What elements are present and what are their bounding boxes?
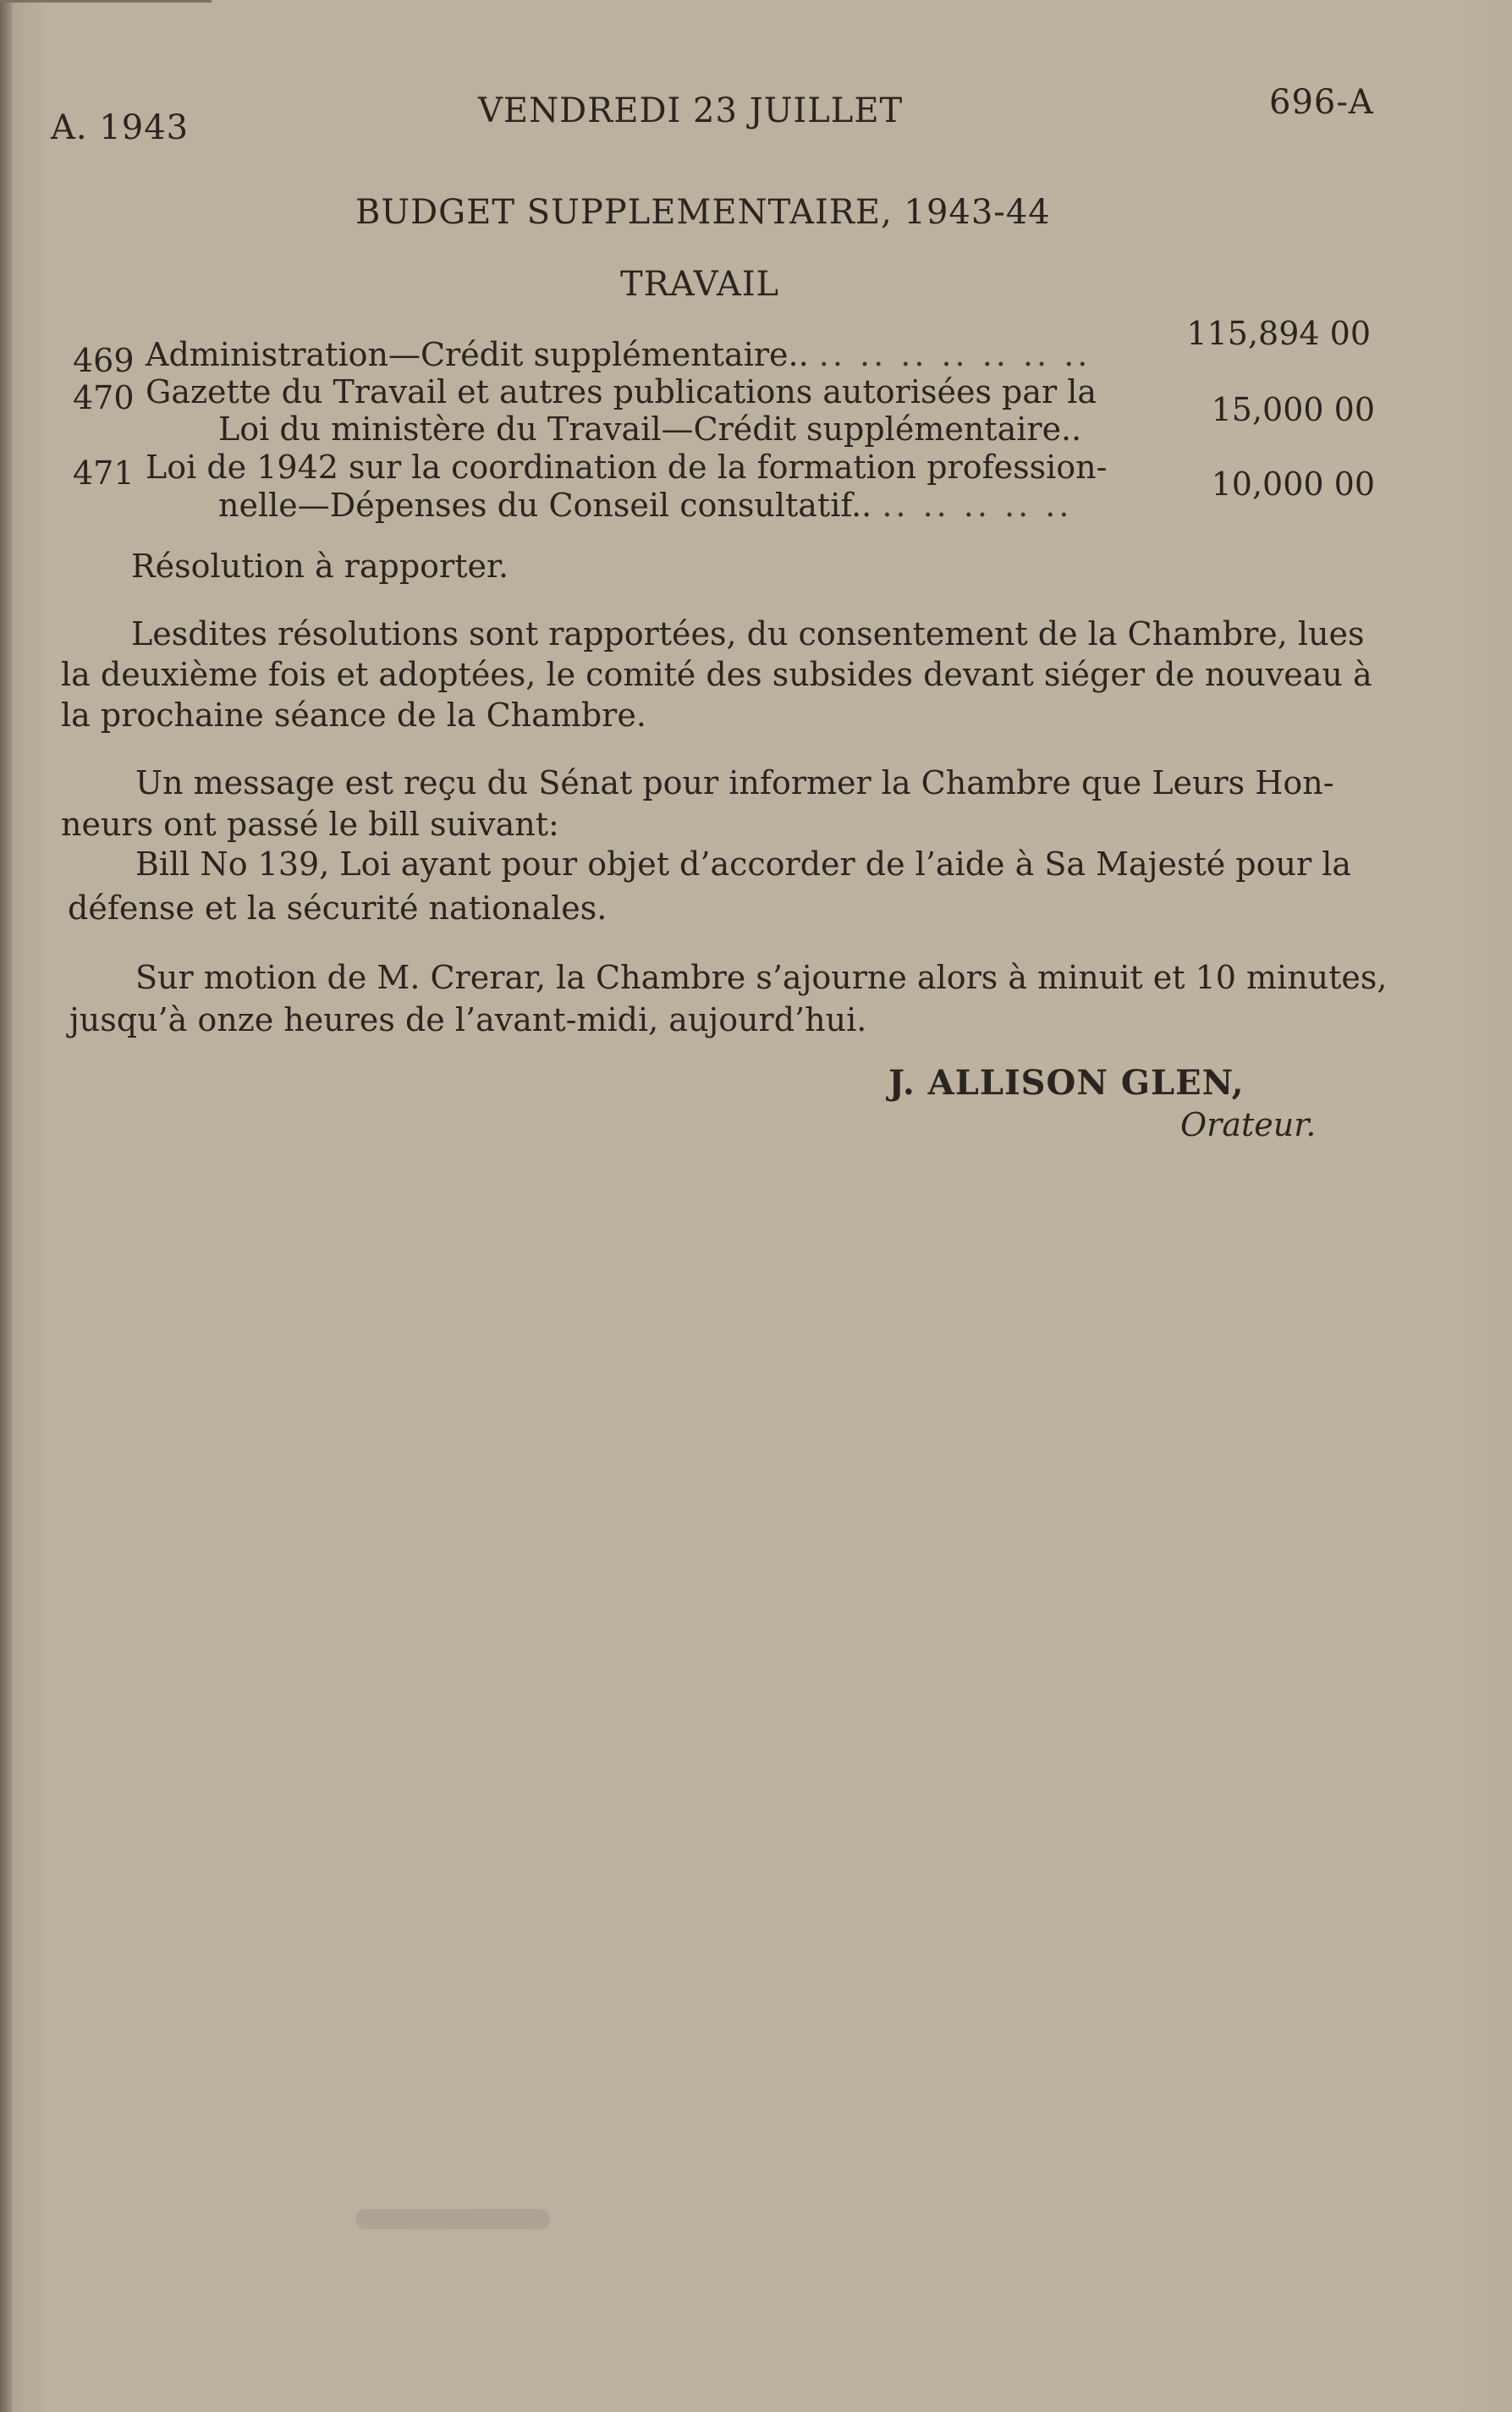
dot-leaders: .. .. .. .. .. .. .. [818, 336, 1091, 373]
item-470-line-2: Loi du ministère du Travail—Crédit supplémentaire.. [218, 410, 1082, 448]
signature-name: J. ALLISON GLEN, [888, 1063, 1245, 1103]
dot-leaders: .. .. .. .. .. [882, 487, 1073, 524]
signature-title: Orateur. [1180, 1106, 1317, 1143]
header-page-number: 696-A [1269, 83, 1374, 122]
item-469-line-1 [146, 336, 1091, 373]
item-number: 469 [73, 342, 135, 379]
department-title: TRAVAIL [620, 265, 780, 304]
budget-title: BUDGET SUPPLEMENTAIRE, 1943-44 [355, 193, 1051, 232]
item-469-amount: 115,894 00 [1186, 315, 1371, 352]
message-line-2: neurs ont passé le bill suivant: [61, 806, 559, 843]
resolution-line: Résolution à rapporter. [131, 548, 509, 585]
reported-line-1: Lesdites résolutions sont rapportées, du consentement de la Chambre, lues [131, 615, 1365, 653]
motion-line-2: jusqu’à onze heures de l’avant-midi, aujourd’hui. [69, 1001, 867, 1038]
item-470-amount: 15,000 00 [1211, 391, 1375, 428]
item-471-amount: 10,000 00 [1211, 465, 1375, 503]
reported-line-2: la deuxième fois et adoptées, le comité des subsides devant siéger de nouveau à [61, 656, 1372, 693]
paper-smudge [355, 2209, 550, 2229]
motion-line-1: Sur motion de M. Crerar, la Chambre s’ajourne alors à minuit et 10 minutes, [135, 959, 1388, 996]
header-date: VENDREDI 23 JUILLET [478, 91, 904, 130]
bill-line-2: défense et la sécurité nationales. [68, 889, 608, 927]
item-text: nelle—Dépenses du Conseil consultatif.. [218, 487, 872, 524]
message-line-1: Un message est reçu du Sénat pour informer la Chambre que Leurs Hon- [135, 764, 1334, 801]
bill-line-1: Bill No 139, Loi ayant pour objet d’accorder de l’aide à Sa Majesté pour la [135, 845, 1352, 883]
item-text: Administration—Crédit supplémentaire.. [146, 336, 809, 373]
item-471-line-2 [218, 487, 1073, 524]
top-rule [0, 0, 212, 3]
reported-line-3: la prochaine séance de la Chambre. [61, 697, 646, 734]
binding-edge [0, 0, 12, 2412]
item-470-line-1: Gazette du Travail et autres publications autorisées par la [146, 373, 1097, 410]
item-number: 470 [73, 379, 135, 416]
item-number: 471 [73, 454, 135, 492]
item-471-line-1: Loi de 1942 sur la coordination de la formation profession- [146, 449, 1108, 486]
header-year: A. 1943 [51, 108, 190, 147]
